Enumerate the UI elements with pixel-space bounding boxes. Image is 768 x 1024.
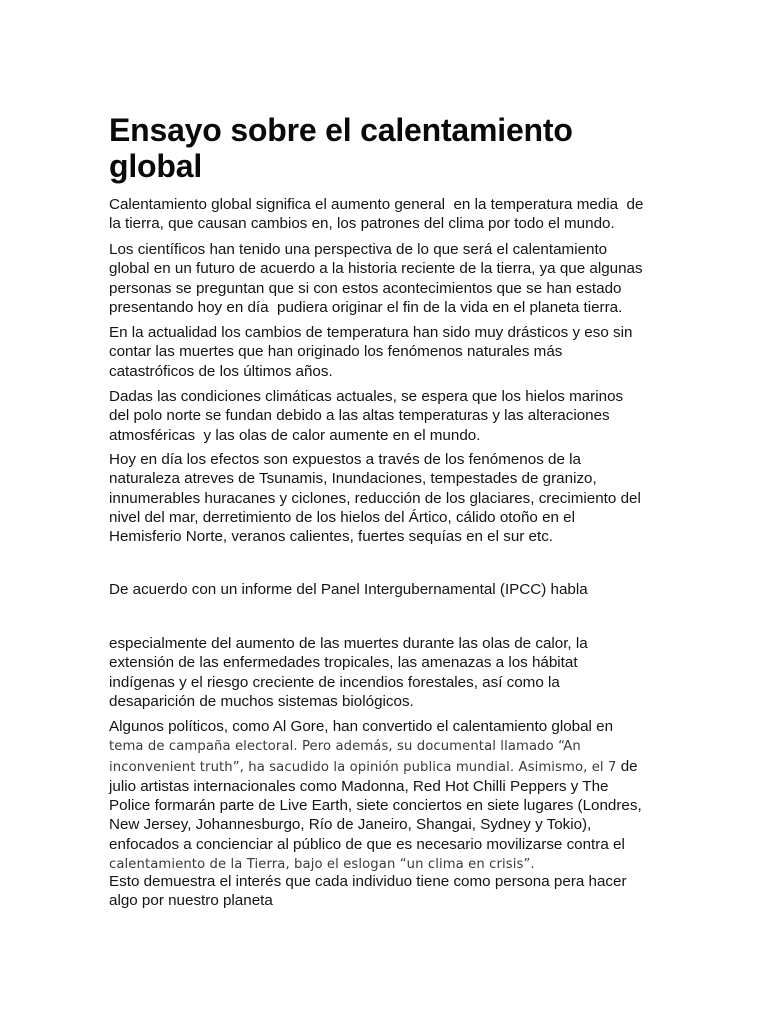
paragraph-climate-conditions	[109, 387, 623, 445]
text-line: atmosféricas y las olas de calor aumente en el mundo.	[109, 426, 481, 444]
text-line: En la actualidad los cambios de temperatura han sido muy drásticos y eso sin	[109, 324, 633, 341]
text-line: contar las muertes que han originado los fenómenos naturales más	[109, 343, 563, 361]
title-line: global	[109, 148, 203, 184]
text-line: Calentamiento global significa el aumento general en la temperatura media de	[109, 196, 644, 213]
text-line: Algunos políticos, como Al Gore, han convertido el calentamiento global en	[109, 718, 614, 735]
paragraph-conclusion	[109, 872, 627, 911]
text-line-tail: de	[616, 757, 638, 775]
text-line-alt-font: inconvenient truth”, ha sacudido la opinión publica mundial. Asimismo, el 7	[109, 759, 617, 775]
text-line-alt-font: calentamiento de la Tierra, bajo el eslogan “un clima en crisis”.	[109, 857, 535, 873]
text-line	[109, 736, 642, 756]
text-line: personas se preguntan que si con estos acontecimientos que se han estado	[109, 279, 622, 297]
text-line: catastróficos de los últimos años.	[109, 362, 333, 380]
text-line: presentando hoy en día pudiera originar el fin de la vida en el planeta tierra.	[109, 298, 623, 316]
text-line-alt-font: tema de campaña electoral. Pero además, su documental llamado “An	[109, 739, 581, 755]
text-line: especialmente del aumento de las muertes durante las olas de calor, la	[109, 635, 588, 652]
text-line: algo por nuestro planeta	[109, 892, 273, 910]
text-line: julio artistas internacionales como Madonna, Red Hot Chilli Peppers y The	[109, 777, 609, 795]
text-line: Hemisferio Norte, veranos calientes, fuertes sequías en el sur etc.	[109, 528, 554, 546]
text-line: Esto demuestra el interés que cada individuo tiene como persona pera hacer	[109, 873, 627, 890]
text-line: naturaleza atreves de Tsunamis, Inundaciones, tempestades de granizo,	[109, 470, 597, 488]
text-line	[109, 757, 642, 777]
paragraph-politicians	[109, 717, 642, 874]
paragraph-definition	[109, 195, 643, 234]
text-line: innumerables huracanes y ciclones, reducción de los glaciares, crecimiento del	[109, 489, 641, 507]
text-line: indígenas y el riesgo creciente de incendios forestales, así como la	[109, 673, 560, 691]
text-line: global en un futuro de acuerdo a la historia reciente de la tierra, ya que algunas	[109, 260, 643, 278]
paragraph-effects	[109, 450, 641, 546]
paragraph-ipcc-continued	[109, 634, 588, 711]
text-line: extensión de las enfermedades tropicales, las amenazas a los hábitat	[109, 654, 578, 672]
title-line: Ensayo sobre el calentamiento	[109, 112, 573, 148]
document-title	[109, 112, 573, 184]
text-line: Police formarán parte de Live Earth, siete conciertos en siete lugares (Londres,	[109, 797, 642, 815]
text-line: del polo norte se fundan debido a las altas temperaturas y las alteraciones	[109, 407, 610, 425]
text-line: New Jersey, Johannesburgo, Río de Janeiro, Shangai, Sydney y Tokio),	[109, 816, 592, 834]
text-line: enfocados a concienciar al público de que es necesario movilizarse contra el	[109, 835, 625, 853]
text-line: la tierra, que causan cambios en, los patrones del clima por todo el mundo.	[109, 215, 615, 233]
paragraph-ipcc	[109, 580, 588, 599]
text-line: Los científicos han tenido una perspectiva de lo que será el calentamiento	[109, 241, 608, 258]
text-line: De acuerdo con un informe del Panel Intergubernamental (IPCC) habla	[109, 581, 588, 598]
paragraph-temperature-changes	[109, 323, 632, 381]
text-line: desaparición de muchos sistemas biológicos.	[109, 692, 414, 710]
text-line: Hoy en día los efectos son expuestos a través de los fenómenos de la	[109, 451, 581, 468]
text-line: Dadas las condiciones climáticas actuales, se espera que los hielos marinos	[109, 388, 624, 405]
text-line: nivel del mar, derretimiento de los hielos del Ártico, cálido otoño en el	[109, 508, 576, 526]
paragraph-scientists	[109, 240, 643, 317]
